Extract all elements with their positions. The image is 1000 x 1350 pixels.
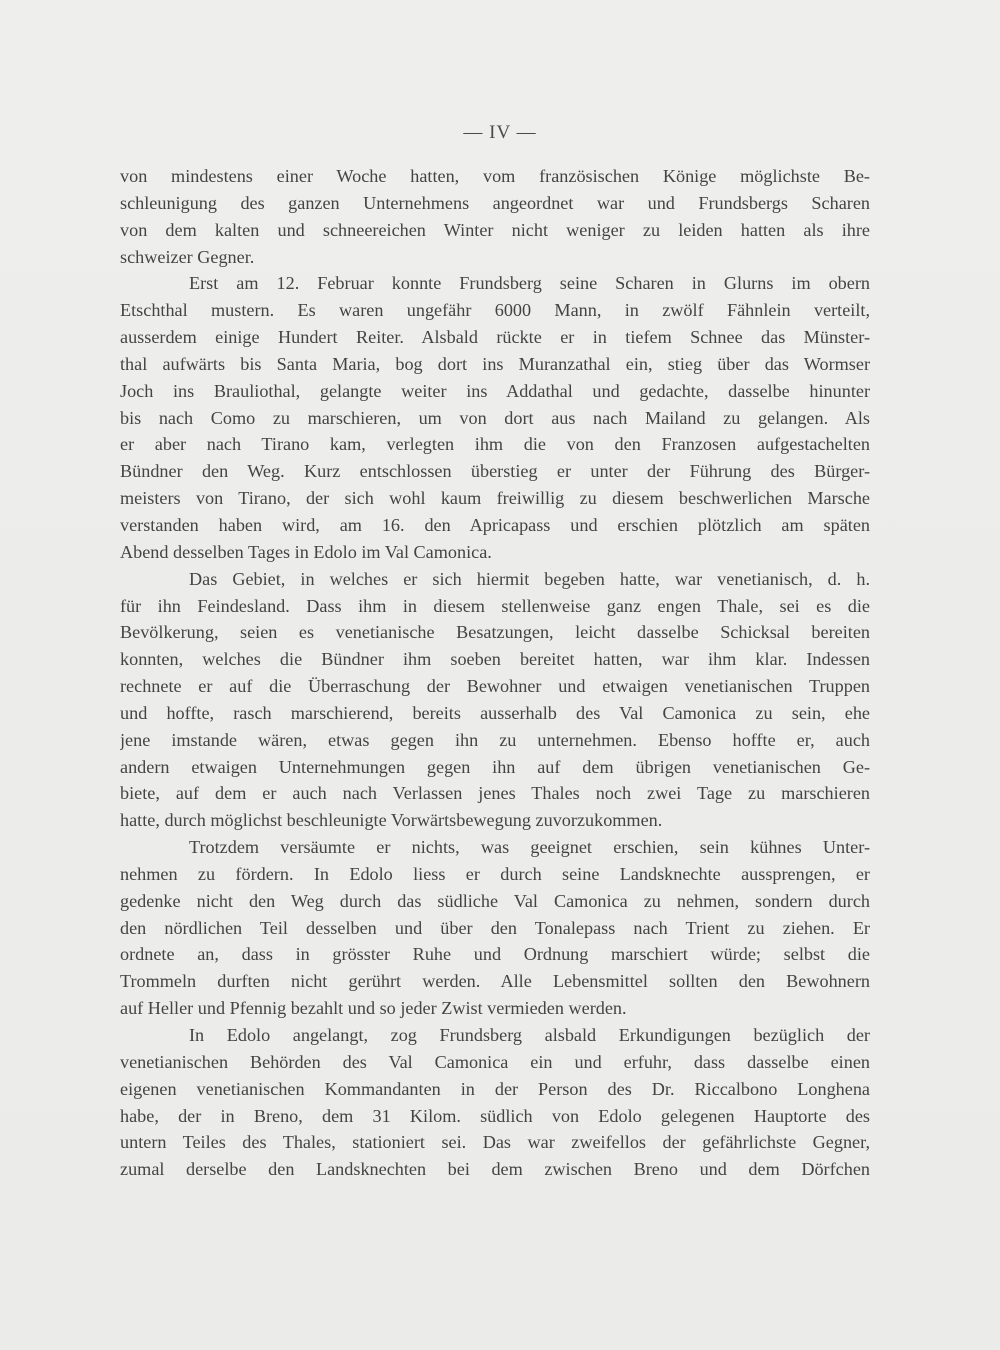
text-line: thal aufwärts bis Santa Maria, bog dort ins Muranzathal ein, stieg über das Wormser: [120, 353, 870, 374]
text-line: ordnete an, dass in grösster Ruhe und Ordnung marschiert würde; selbst die: [120, 944, 870, 965]
paragraph: [120, 834, 870, 1022]
paragraph: [120, 566, 870, 834]
text-line: Trotzdem versäumte er nichts, was geeignet erschien, sein kühnes Unter-: [189, 837, 870, 858]
paragraph: [120, 270, 870, 565]
text-line: habe, der in Breno, dem 31 Kilom. südlich von Edolo gelegenen Hauptorte des: [120, 1105, 870, 1126]
text-line: er aber nach Tirano kam, verlegten ihm die von den Franzosen aufgestachelten: [120, 434, 870, 455]
paragraph: [120, 1022, 870, 1183]
text-line: verstanden haben wird, am 16. den Apricapass und erschien plötzlich am späten: [120, 514, 870, 535]
text-line: zumal derselbe den Landsknechten bei dem zwischen Breno und dem Dörfchen: [120, 1159, 870, 1180]
text-line: Bevölkerung, seien es venetianische Besatzungen, leicht dasselbe Schicksal bereiten: [120, 622, 870, 643]
text-line: untern Teiles des Thales, stationiert sei. Das war zweifellos der gefährlichste Gegner,: [120, 1132, 870, 1153]
text-line: konnten, welches die Bündner ihm soeben bereitet hatten, war ihm klar. Indessen: [120, 649, 870, 670]
text-line: In Edolo angelangt, zog Frundsberg alsbald Erkundigungen bezüglich der: [189, 1025, 870, 1045]
text-line: gedenke nicht den Weg durch das südliche Val Camonica zu nehmen, sondern durch: [120, 890, 870, 911]
text-line: Bündner den Weg. Kurz entschlossen überstieg er unter der Führung des Bürger-: [120, 461, 870, 482]
text-line: venetianischen Behörden des Val Camonica ein und erfuhr, dass dasselbe einen: [120, 1051, 870, 1072]
text-line: eigenen venetianischen Kommandanten in der Person des Dr. Riccalbono Longhena: [120, 1078, 870, 1099]
text-line: von dem kalten und schneereichen Winter nicht weniger zu leiden hatten als ihre: [120, 219, 870, 240]
text-line: hatte, durch möglichst beschleunigte Vorwärtsbewegung zuvorzukommen.: [120, 810, 663, 831]
text-line: Joch ins Brauliothal, gelangte weiter ins Addathal und gedachte, dasselbe hinunter: [120, 380, 870, 401]
text-line: nehmen zu fördern. In Edolo liess er durch seine Landsknechte aussprengen, er: [120, 863, 870, 884]
text-line: Trommeln durften nicht gerührt werden. Alle Lebensmittel sollten den Bewohnern: [120, 971, 870, 992]
text-line: ausserdem einige Hundert Reiter. Alsbald rückte er in tiefem Schnee das Münster-: [120, 327, 870, 348]
paragraph: [120, 163, 870, 270]
text-line: Erst am 12. Februar konnte Frundsberg seine Scharen in Glurns im obern: [189, 273, 870, 294]
text-line: von mindestens einer Woche hatten, vom französischen Könige möglichste Be-: [120, 166, 870, 186]
text-line: schweizer Gegner.: [120, 246, 255, 267]
text-line: meisters von Tirano, der sich wohl kaum freiwillig zu diesem beschwerlichen Marsche: [120, 488, 870, 509]
text-line: für ihn Feindesland. Dass ihm in diesem stellenweise ganz engen Thale, sei es die: [120, 595, 870, 616]
text-line: andern etwaigen Unternehmungen gegen ihn auf dem übrigen venetianischen Ge-: [120, 756, 870, 777]
text-line: und hoffte, rasch marschierend, bereits ausserhalb des Val Camonica zu sein, ehe: [120, 702, 870, 723]
text-line: bis nach Como zu marschieren, um von dort aus nach Mailand zu gelangen. Als: [120, 407, 870, 428]
text-line: biete, auf dem er auch nach Verlassen jenes Thales noch zwei Tage zu marschieren: [120, 783, 870, 804]
text-line: Etschthal mustern. Es waren ungefähr 6000 Mann, in zwölf Fähnlein verteilt,: [120, 300, 870, 321]
text-line: den nördlichen Teil desselben und über den Tonalepass nach Trient zu ziehen. Er: [120, 917, 870, 938]
text-line: schleunigung des ganzen Unternehmens angeordnet war und Frundsbergs Scharen: [120, 192, 870, 213]
text-line: rechnete er auf die Überraschung der Bewohner und etwaigen venetianischen Truppen: [120, 676, 870, 697]
text-line: Abend desselben Tages in Edolo im Val Camonica.: [120, 541, 492, 562]
text-line: jene imstande wären, etwas gegen ihn zu unternehmen. Ebenso hoffte er, auch: [120, 729, 870, 750]
page-number: — IV —: [463, 122, 537, 143]
text-line: auf Heller und Pfennig bezahlt und so jeder Zwist vermieden werden.: [120, 998, 627, 1019]
text-line: Das Gebiet, in welches er sich hiermit begeben hatte, war venetianisch, d. h.: [189, 568, 870, 589]
body-text: [120, 163, 870, 1183]
